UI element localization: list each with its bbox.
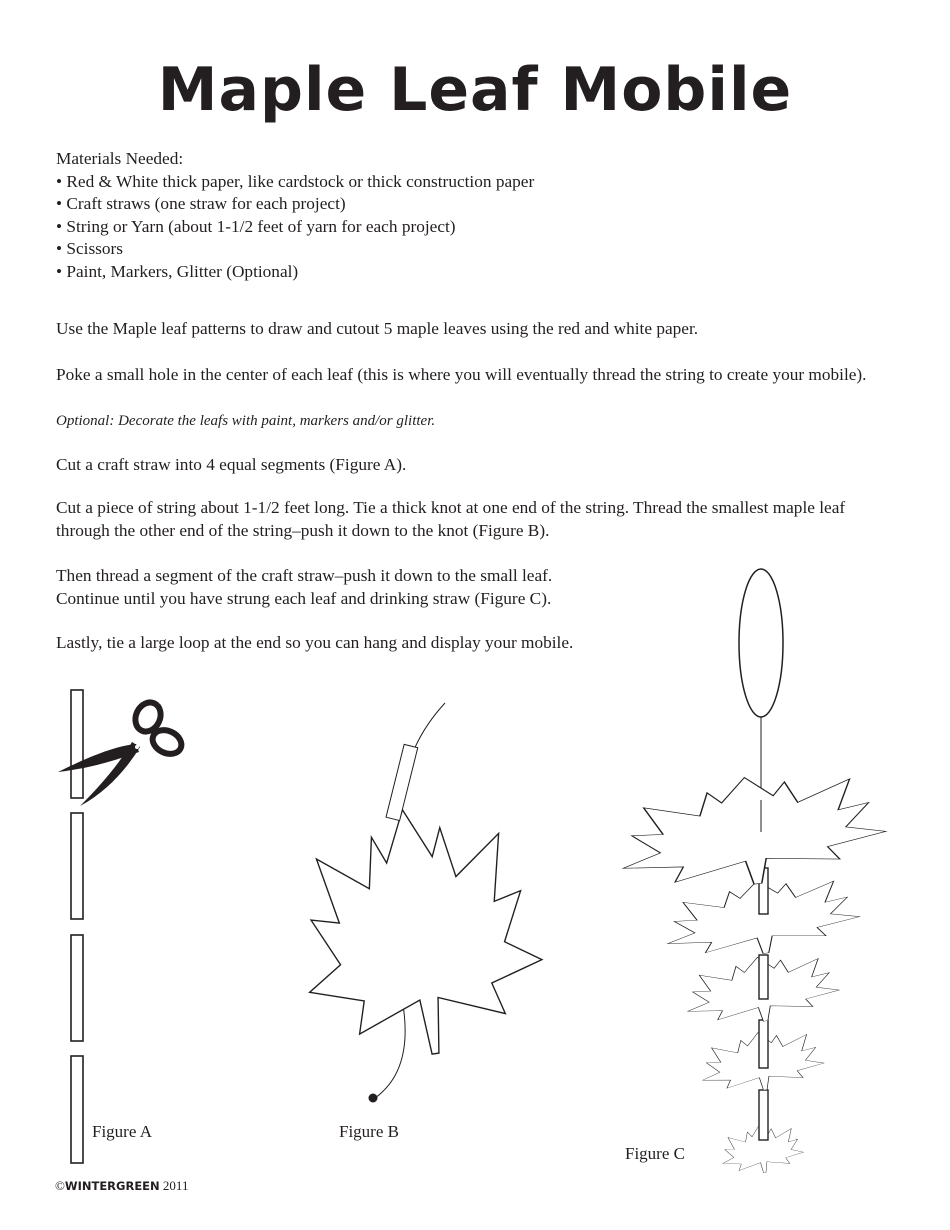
maple-leaf	[286, 793, 553, 1069]
materials-heading: Materials Needed:	[56, 149, 184, 168]
copyright-year: 2011	[159, 1178, 189, 1193]
instruction-step-2: Poke a small hole in the center of each leaf (this is where you will eventually thread the string to create your mobile).	[56, 365, 867, 384]
figure-a-illustration	[58, 690, 185, 1163]
figure-a-caption: Figure A	[92, 1122, 152, 1141]
instruction-step-5-line-2: Continue until you have strung each leaf and drinking straw (Figure C).	[56, 588, 552, 608]
straw-segment	[759, 955, 768, 999]
footer-copyright	[55, 1178, 188, 1194]
figure-c-illustration	[613, 569, 891, 1178]
materials-item: • String or Yarn (about 1-1/2 feet of yarn for each project)	[56, 216, 456, 236]
figure-b-illustration	[286, 703, 553, 1103]
figure-c-caption: Figure C	[625, 1144, 685, 1163]
straw-segment	[759, 1090, 768, 1140]
straw-segment	[71, 813, 83, 919]
materials-item: • Craft straws (one straw for each project)	[56, 194, 346, 213]
figure-b-caption: Figure B	[339, 1122, 399, 1141]
instruction-step-3: Cut a craft straw into 4 equal segments (Figure A).	[56, 455, 407, 474]
instruction-step-5-line-1: Then thread a segment of the craft straw–push it down to the small leaf.	[56, 566, 553, 585]
page-title: Maple Leaf Mobile	[157, 55, 793, 125]
straw-segment	[71, 935, 83, 1041]
straw-segment	[759, 1020, 768, 1068]
instruction-optional-note: Optional: Decorate the leafs with paint, markers and/or glitter.	[56, 413, 436, 429]
straw-segment	[386, 744, 418, 820]
hanging-loop	[739, 569, 783, 717]
maple-leaf	[613, 759, 891, 902]
straw-segment	[71, 1056, 83, 1163]
brand-name: WINTERGREEN	[64, 1179, 160, 1193]
instruction-step-1: Use the Maple leaf patterns to draw and cutout 5 maple leaves using the red and white paper.	[56, 319, 699, 338]
copyright-symbol: ©	[55, 1178, 65, 1193]
instruction-step-4: Cut a piece of string about 1-1/2 feet long. Tie a thick knot at one end of the string. Thread the smallest maple leaf through the other end of the string–push it down to the knot (Figure B).	[56, 498, 846, 540]
instruction-step-6: Lastly, tie a large loop at the end so you can hang and display your mobile.	[56, 633, 574, 652]
straw-segment	[71, 690, 83, 798]
knot	[369, 1094, 378, 1103]
materials-item: • Red & White thick paper, like cardstock or thick construction paper	[56, 171, 535, 191]
materials-item: • Scissors	[56, 239, 124, 258]
materials-item: • Paint, Markers, Glitter (Optional)	[56, 261, 299, 281]
